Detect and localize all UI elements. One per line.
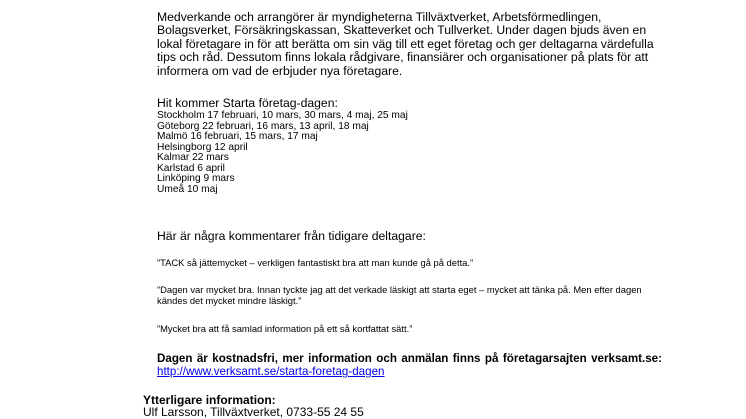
- schedule-item: Umeå 10 maj: [157, 183, 218, 195]
- schedule-item: Linköping 9 mars: [157, 173, 235, 184]
- contact-heading: Ytterligare information:: [143, 393, 276, 407]
- quote: ”Mycket bra att få samlad information på ett så kortfattat sätt.”: [157, 323, 413, 334]
- schedule-list: [157, 111, 408, 195]
- schedule-item: Helsingborg 12 april: [157, 141, 248, 153]
- cta-text: Dagen är kostnadsfri, mer information och anmälan finns på företagarsajten verksamt.se:: [157, 352, 662, 365]
- quote: ”TACK så jättemycket – verkligen fantastiskt bra att man kunde gå på detta.”: [157, 257, 474, 268]
- schedule-item: Stockholm 17 februari, 10 mars, 30 mars, 4 maj, 25 maj: [157, 110, 408, 121]
- contact-line: Ulf Larsson, Tillväxtverket, 0733-55 24 55: [143, 405, 364, 419]
- intro-paragraph: Medverkande och arrangörer är myndigheterna Tillväxtverket, Arbetsförmedlingen, Bolagsverket, Försäkringskassan, Skatteverket och Tullverket. Under dagen bjuds även en lokal företagare in för att berätta om sin väg till ett eget företag och ger deltagarna värdefulla tips och råd. Dessutom finns lokala rådgivare, finansiärer och organisationer på plats för att informera om vad de erbjuder nya företagare.: [157, 10, 654, 78]
- schedule-item: Göteborg 22 februari, 16 mars, 13 april, 18 maj: [157, 120, 369, 132]
- schedule-heading: Hit kommer Starta företag-dagen:: [157, 96, 338, 110]
- verksamt-link[interactable]: http://www.verksamt.se/starta-foretag-dagen: [157, 365, 385, 379]
- schedule-item: Malmö 16 februari, 15 mars, 17 maj: [157, 131, 318, 142]
- schedule-item: Karlstad 6 april: [157, 162, 225, 174]
- comments-intro: Här är några kommentarer från tidigare deltagare:: [157, 229, 426, 243]
- cta-paragraph: [157, 352, 662, 379]
- schedule-item: Kalmar 22 mars: [157, 152, 229, 163]
- quote: ”Dagen var mycket bra. Innan tyckte jag att det verkade läskigt att starta eget – mycket att tänka på. Men efter dagen kändes det mycket mindre läskigt.”: [157, 284, 642, 307]
